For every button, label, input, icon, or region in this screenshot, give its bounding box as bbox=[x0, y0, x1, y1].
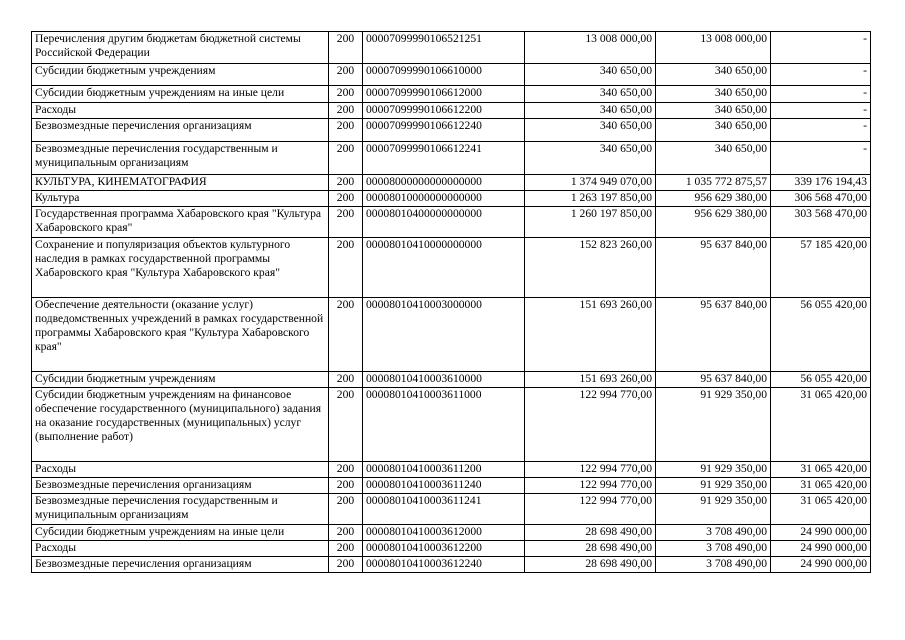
row-name: Расходы bbox=[32, 103, 329, 119]
row-plan: 1 374 949 070,00 bbox=[525, 175, 656, 191]
table-row bbox=[32, 372, 871, 388]
row-kbk: 00007099990106612200 bbox=[363, 103, 525, 119]
row-exec: 1 035 772 875,57 bbox=[656, 175, 771, 191]
row-rest: - bbox=[771, 142, 871, 175]
row-name: Субсидии бюджетным учреждениям bbox=[32, 64, 329, 86]
row-exec: 340 650,00 bbox=[656, 64, 771, 86]
row-code: 200 bbox=[329, 541, 363, 557]
row-plan: 340 650,00 bbox=[525, 103, 656, 119]
row-exec: 13 008 000,00 bbox=[656, 32, 771, 64]
row-kbk: 00008010410003612200 bbox=[363, 541, 525, 557]
row-kbk: 00008010400000000000 bbox=[363, 207, 525, 238]
row-name: Безвозмездные перечисления организациям bbox=[32, 557, 329, 573]
row-exec: 91 929 350,00 bbox=[656, 478, 771, 494]
row-exec: 91 929 350,00 bbox=[656, 494, 771, 525]
row-plan: 340 650,00 bbox=[525, 142, 656, 175]
row-plan: 28 698 490,00 bbox=[525, 541, 656, 557]
row-code: 200 bbox=[329, 388, 363, 462]
row-name: Расходы bbox=[32, 462, 329, 478]
row-name: Культура bbox=[32, 191, 329, 207]
row-rest: 57 185 420,00 bbox=[771, 238, 871, 298]
table-row bbox=[32, 175, 871, 191]
table-row bbox=[32, 525, 871, 541]
table-row bbox=[32, 103, 871, 119]
table-row bbox=[32, 462, 871, 478]
row-exec: 340 650,00 bbox=[656, 86, 771, 103]
row-plan: 28 698 490,00 bbox=[525, 557, 656, 573]
row-rest: - bbox=[771, 119, 871, 142]
row-name: КУЛЬТУРА, КИНЕМАТОГРАФИЯ bbox=[32, 175, 329, 191]
row-rest: 31 065 420,00 bbox=[771, 494, 871, 525]
row-rest: - bbox=[771, 64, 871, 86]
row-exec: 95 637 840,00 bbox=[656, 298, 771, 372]
table-row bbox=[32, 557, 871, 573]
row-rest: 31 065 420,00 bbox=[771, 462, 871, 478]
table-row bbox=[32, 494, 871, 525]
table-row bbox=[32, 541, 871, 557]
row-kbk: 00008000000000000000 bbox=[363, 175, 525, 191]
row-code: 200 bbox=[329, 557, 363, 573]
row-kbk: 00007099990106521251 bbox=[363, 32, 525, 64]
row-rest: 24 990 000,00 bbox=[771, 557, 871, 573]
row-plan: 151 693 260,00 bbox=[525, 372, 656, 388]
row-plan: 1 263 197 850,00 bbox=[525, 191, 656, 207]
row-plan: 122 994 770,00 bbox=[525, 494, 656, 525]
row-name: Перечисления другим бюджетам бюджетной системы Российской Федерации bbox=[32, 32, 329, 64]
row-code: 200 bbox=[329, 32, 363, 64]
row-kbk: 00008010410000000000 bbox=[363, 238, 525, 298]
table-row bbox=[32, 298, 871, 372]
row-kbk: 00007099990106612240 bbox=[363, 119, 525, 142]
row-code: 200 bbox=[329, 478, 363, 494]
row-name: Субсидии бюджетным учреждениям bbox=[32, 372, 329, 388]
row-exec: 91 929 350,00 bbox=[656, 462, 771, 478]
row-exec: 3 708 490,00 bbox=[656, 557, 771, 573]
row-name: Расходы bbox=[32, 541, 329, 557]
row-exec: 340 650,00 bbox=[656, 142, 771, 175]
row-code: 200 bbox=[329, 175, 363, 191]
row-exec: 3 708 490,00 bbox=[656, 541, 771, 557]
row-name: Субсидии бюджетным учреждениям на иные цели bbox=[32, 86, 329, 103]
table-row bbox=[32, 142, 871, 175]
row-exec: 91 929 350,00 bbox=[656, 388, 771, 462]
row-rest: 31 065 420,00 bbox=[771, 388, 871, 462]
row-code: 200 bbox=[329, 525, 363, 541]
row-plan: 122 994 770,00 bbox=[525, 478, 656, 494]
budget-table bbox=[31, 31, 871, 573]
row-code: 200 bbox=[329, 191, 363, 207]
row-plan: 340 650,00 bbox=[525, 64, 656, 86]
row-kbk: 00008010410003612000 bbox=[363, 525, 525, 541]
row-name: Государственная программа Хабаровского края "Культура Хабаровского края" bbox=[32, 207, 329, 238]
row-rest: 303 568 470,00 bbox=[771, 207, 871, 238]
row-kbk: 00007099990106612000 bbox=[363, 86, 525, 103]
row-kbk: 00008010000000000000 bbox=[363, 191, 525, 207]
row-name: Субсидии бюджетным учреждениям на финансовое обеспечение государственного (муниципального) задания на оказание государственных (муниципальных) услуг (выполнение работ) bbox=[32, 388, 329, 462]
row-code: 200 bbox=[329, 142, 363, 175]
row-code: 200 bbox=[329, 372, 363, 388]
budget-table-body bbox=[32, 32, 871, 573]
row-kbk: 00008010410003610000 bbox=[363, 372, 525, 388]
row-exec: 956 629 380,00 bbox=[656, 207, 771, 238]
row-code: 200 bbox=[329, 207, 363, 238]
table-row bbox=[32, 119, 871, 142]
row-kbk: 00008010410003612240 bbox=[363, 557, 525, 573]
table-row bbox=[32, 32, 871, 64]
row-kbk: 00008010410003611241 bbox=[363, 494, 525, 525]
table-row bbox=[32, 64, 871, 86]
table-row bbox=[32, 388, 871, 462]
row-name: Безвозмездные перечисления организациям bbox=[32, 119, 329, 142]
row-rest: 31 065 420,00 bbox=[771, 478, 871, 494]
row-exec: 956 629 380,00 bbox=[656, 191, 771, 207]
row-kbk: 00008010410003611200 bbox=[363, 462, 525, 478]
table-row bbox=[32, 238, 871, 298]
row-rest: 339 176 194,43 bbox=[771, 175, 871, 191]
row-name: Обеспечение деятельности (оказание услуг) подведомственных учреждений в рамках государственной программы Хабаровского края "Культура Хабаровского края" bbox=[32, 298, 329, 372]
row-exec: 340 650,00 bbox=[656, 103, 771, 119]
row-name: Субсидии бюджетным учреждениям на иные цели bbox=[32, 525, 329, 541]
row-kbk: 00007099990106610000 bbox=[363, 64, 525, 86]
row-rest: - bbox=[771, 32, 871, 64]
row-plan: 340 650,00 bbox=[525, 119, 656, 142]
row-kbk: 00008010410003000000 bbox=[363, 298, 525, 372]
row-code: 200 bbox=[329, 103, 363, 119]
row-name: Безвозмездные перечисления государственным и муниципальным организациям bbox=[32, 494, 329, 525]
row-plan: 13 008 000,00 bbox=[525, 32, 656, 64]
row-rest: - bbox=[771, 103, 871, 119]
row-rest: 24 990 000,00 bbox=[771, 525, 871, 541]
row-rest: 306 568 470,00 bbox=[771, 191, 871, 207]
row-code: 200 bbox=[329, 119, 363, 142]
table-row bbox=[32, 191, 871, 207]
row-code: 200 bbox=[329, 64, 363, 86]
row-plan: 28 698 490,00 bbox=[525, 525, 656, 541]
row-plan: 151 693 260,00 bbox=[525, 298, 656, 372]
row-plan: 1 260 197 850,00 bbox=[525, 207, 656, 238]
row-kbk: 00008010410003611240 bbox=[363, 478, 525, 494]
row-code: 200 bbox=[329, 238, 363, 298]
row-kbk: 00008010410003611000 bbox=[363, 388, 525, 462]
row-name: Безвозмездные перечисления организациям bbox=[32, 478, 329, 494]
row-kbk: 00007099990106612241 bbox=[363, 142, 525, 175]
row-plan: 340 650,00 bbox=[525, 86, 656, 103]
row-code: 200 bbox=[329, 494, 363, 525]
row-rest: 24 990 000,00 bbox=[771, 541, 871, 557]
row-rest: 56 055 420,00 bbox=[771, 298, 871, 372]
row-name: Сохранение и популяризация объектов культурного наследия в рамках государственной программы Хабаровского края "Культура Хабаровского края" bbox=[32, 238, 329, 298]
row-exec: 95 637 840,00 bbox=[656, 372, 771, 388]
table-row bbox=[32, 478, 871, 494]
row-code: 200 bbox=[329, 86, 363, 103]
row-rest: 56 055 420,00 bbox=[771, 372, 871, 388]
table-row bbox=[32, 86, 871, 103]
row-exec: 3 708 490,00 bbox=[656, 525, 771, 541]
row-plan: 122 994 770,00 bbox=[525, 462, 656, 478]
row-name: Безвозмездные перечисления государственным и муниципальным организациям bbox=[32, 142, 329, 175]
row-exec: 340 650,00 bbox=[656, 119, 771, 142]
row-plan: 122 994 770,00 bbox=[525, 388, 656, 462]
row-plan: 152 823 260,00 bbox=[525, 238, 656, 298]
row-code: 200 bbox=[329, 298, 363, 372]
row-exec: 95 637 840,00 bbox=[656, 238, 771, 298]
table-row bbox=[32, 207, 871, 238]
row-code: 200 bbox=[329, 462, 363, 478]
row-rest: - bbox=[771, 86, 871, 103]
